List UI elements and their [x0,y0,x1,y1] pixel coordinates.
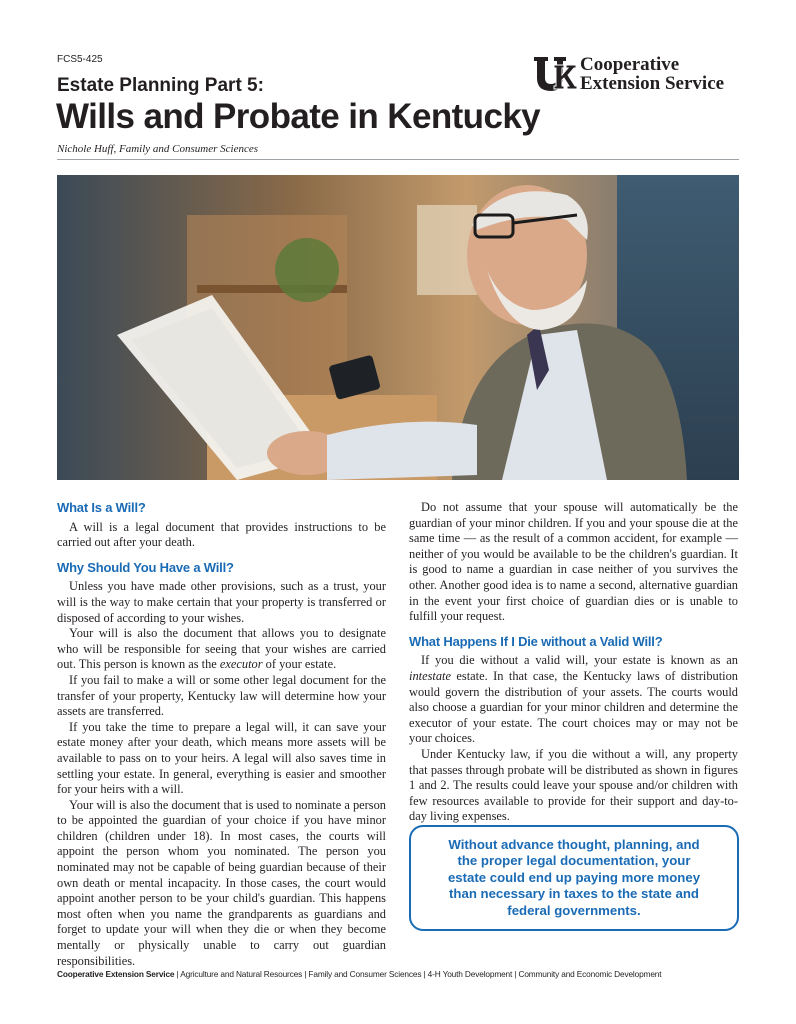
uk-logo-icon [532,55,578,93]
heading-why-have-a-will: Why Should You Have a Will? [57,559,234,575]
logo-line-2: Extension Service [580,73,725,94]
paragraph: Unless you have made other provisions, such as a trust, your will is the way to make certain that your property is transferred or disposed of according to your wishes. [57,579,386,625]
page-title: Wills and Probate in Kentucky [56,97,541,136]
cover-photo [57,175,739,480]
uk-extension-logo [532,55,742,95]
logo-line-1: Cooperative [580,54,680,75]
paragraph-executor: Your will is also the document that allows you to designate who will be responsible for seeing that your wishes are carried out. This person is known as the executor of your estate. [57,626,386,672]
footer-programs: | Agriculture and Natural Resources | Family and Consumer Sciences | 4-H Youth Development | Community and Economic Development [174,969,662,979]
photo-elderly-man-reading-document [57,175,739,480]
paragraph: If you take the time to prepare a legal will, it can save your estate money after your death, which means more assets will be available to pass on to your heirs. A legal will also saves time in settling your estate. In general, everything is easier and smoother for your heirs with a will. [57,719,386,797]
author-line: Nichole Huff, Family and Consumer Sciences [57,143,259,155]
callout-box [409,825,739,931]
paragraph: Under Kentucky law, if you die without a will, any property that passes through probate will be distributed as shown in figures 1 and 2. The results could leave your spouse and/or children with few resources available to provide for their support and day-to-day living expenses. [409,746,738,824]
heading-die-without-will: What Happens If I Die without a Valid Will? [409,633,663,649]
publication-code: FCS5-425 [57,54,103,65]
emphasis-intestate: intestate [409,668,451,683]
right-column [409,500,738,825]
paragraph: If you fail to make a will or some other legal document for the transfer of your property, Kentucky law will determine how your assets are transferred. [57,672,386,719]
logo-wordmark [580,55,724,93]
paragraph: Your will is also the document that is used to nominate a person to be appointed the guardian of your choice if you have minor children (children under 18). In most cases, the courts will appoint the person whom you nominated. The person you nominated may not be capable of being guardian because of their own death or mental incapacity. In those cases, the court would appoint another person to be your child's guardian. This happens most often when you name the grandparents as guardians and forget to update your will when they die or when they become mentally or physically unable to carry out guardian responsibilities. [57,797,386,968]
callout-text: Without advance thought, planning, and the proper legal documentation, your estate could end up paying more money than necessary in taxes to the state and federal governments. [447,836,701,918]
emphasis-executor: executor [219,657,263,672]
series-title: Estate Planning Part 5: [57,75,264,96]
heading-what-is-a-will: What Is a Will? [57,500,146,515]
paragraph: Do not assume that your spouse will automatically be the guardian of your minor children. If you and your spouse die at the same time — as the result of a common accident, for example — neither of you would be available to be the children's guardian. It is good to name a guardian in case neither of you survives the other. Another good idea is to name a second, alternative guardian in the event your first choice of guardian dies or is unable to fulfill your request. [409,500,738,624]
footer-brand: Cooperative Extension Service [57,969,175,979]
paragraph: A will is a legal document that provides instructions to be carried out after your death. [57,519,386,550]
paragraph-intestate: If you die without a valid will, your estate is known as an intestate estate. In that case, the Kentucky laws of distribution would govern the distribution of your assets. The courts would also choose a guardian for your minor children and determine the executor of your estate. The court choices may or may not be your choices. [409,653,738,746]
left-column [57,500,386,969]
footer [57,969,747,979]
header-divider [57,159,739,160]
